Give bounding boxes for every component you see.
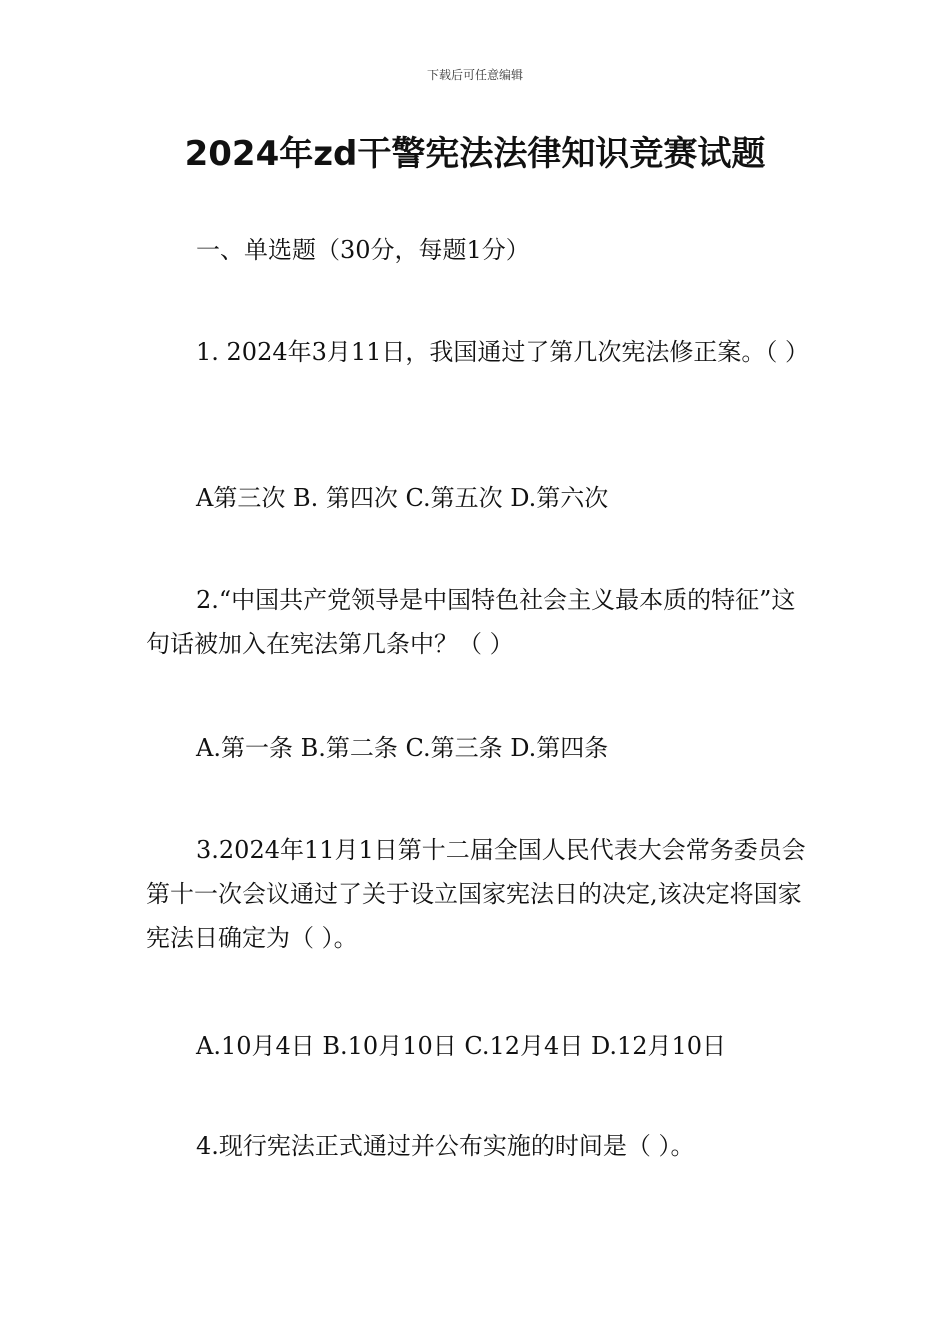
question-3-options: A.10月4日 B.10月10日 C.12月4日 D.12月10日 xyxy=(196,1032,727,1060)
question-3-text: 3.2024年11月1日第十二届全国人民代表大会常务委员会第十一次会议通过了关于设立国家宪法日的决定,该决定将国家宪法日确定为（ ）。 xyxy=(146,836,806,952)
page-title: 2024年zd干警宪法法律知识竞赛试题 xyxy=(184,134,766,174)
question-2-text: 2.“中国共产党领导是中国特色社会主义最本质的特征”这句话被加入在宪法第几条中？（ ） xyxy=(146,586,796,658)
page-header-note: 下载后可任意编辑 xyxy=(426,68,523,82)
question-1-options: A第三次 B. 第四次 C.第五次 D.第六次 xyxy=(196,484,609,512)
question-2-options: A.第一条 B.第二条 C.第三条 D.第四条 xyxy=(196,734,609,762)
section-heading: 一、单选题（30分，每题1分） xyxy=(196,236,530,264)
question-1-text: 1. 2024年3月11日，我国通过了第几次宪法修正案。（ ） xyxy=(196,338,810,366)
question-4-text: 4.现行宪法正式通过并公布实施的时间是（ ）。 xyxy=(196,1132,695,1160)
